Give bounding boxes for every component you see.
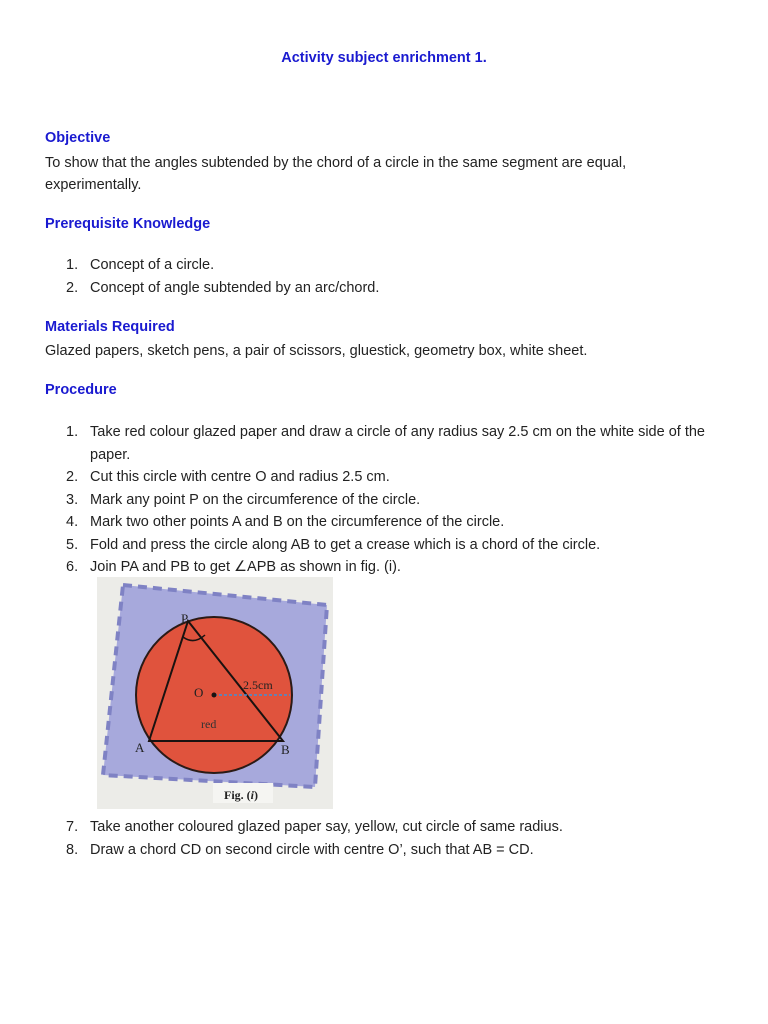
list-item: 6. Join PA and PB to get ∠APB as shown in fig. (i).	[66, 559, 401, 575]
procedure-heading: Procedure	[45, 382, 117, 398]
figure-caption: Fig. (i)	[224, 788, 259, 802]
materials-text: Glazed papers, sketch pens, a pair of scissors, gluestick, geometry box, white sheet.	[45, 343, 588, 359]
document-title: Activity subject enrichment 1.	[281, 50, 487, 66]
label-a: A	[135, 740, 145, 755]
list-item: 4. Mark two other points A and B on the circumference of the circle.	[66, 514, 505, 530]
circle-colour-label: red	[201, 717, 217, 731]
list-item: 7. Take another coloured glazed paper say, yellow, cut circle of same radius.	[66, 819, 563, 835]
label-o: O	[194, 685, 204, 700]
materials-heading: Materials Required	[45, 319, 175, 335]
objective-text: To show that the angles subtended by the chord of a circle in the same segment are equal, experimentally.	[45, 155, 627, 193]
list-item: 2. Cut this circle with centre O and radius 2.5 cm.	[66, 469, 390, 485]
list-item: 1. Concept of a circle.	[66, 257, 215, 273]
list-item: 5. Fold and press the circle along AB to get a crease which is a chord of the circle.	[66, 536, 601, 553]
procedure-steps-continued	[66, 816, 726, 861]
label-b: B	[281, 742, 290, 757]
prerequisite-list	[66, 254, 726, 299]
objective-heading: Objective	[45, 130, 111, 146]
list-item: 1. Take red colour glazed paper and draw a circle of any radius say 2.5 cm on the white side of the paper.	[66, 424, 705, 463]
radius-label: 2.5cm	[243, 678, 273, 692]
procedure-steps	[66, 421, 726, 579]
list-item: 8. Draw a chord CD on second circle with centre O’, such that AB = CD.	[66, 841, 534, 858]
figure-i-diagram	[97, 577, 333, 809]
prerequisite-heading: Prerequisite Knowledge	[45, 216, 211, 232]
list-item: 3. Mark any point P on the circumference of the circle.	[66, 491, 421, 508]
centre-point	[212, 693, 217, 698]
list-item: 2. Concept of angle subtended by an arc/chord.	[66, 279, 380, 296]
label-p: P	[181, 611, 189, 626]
